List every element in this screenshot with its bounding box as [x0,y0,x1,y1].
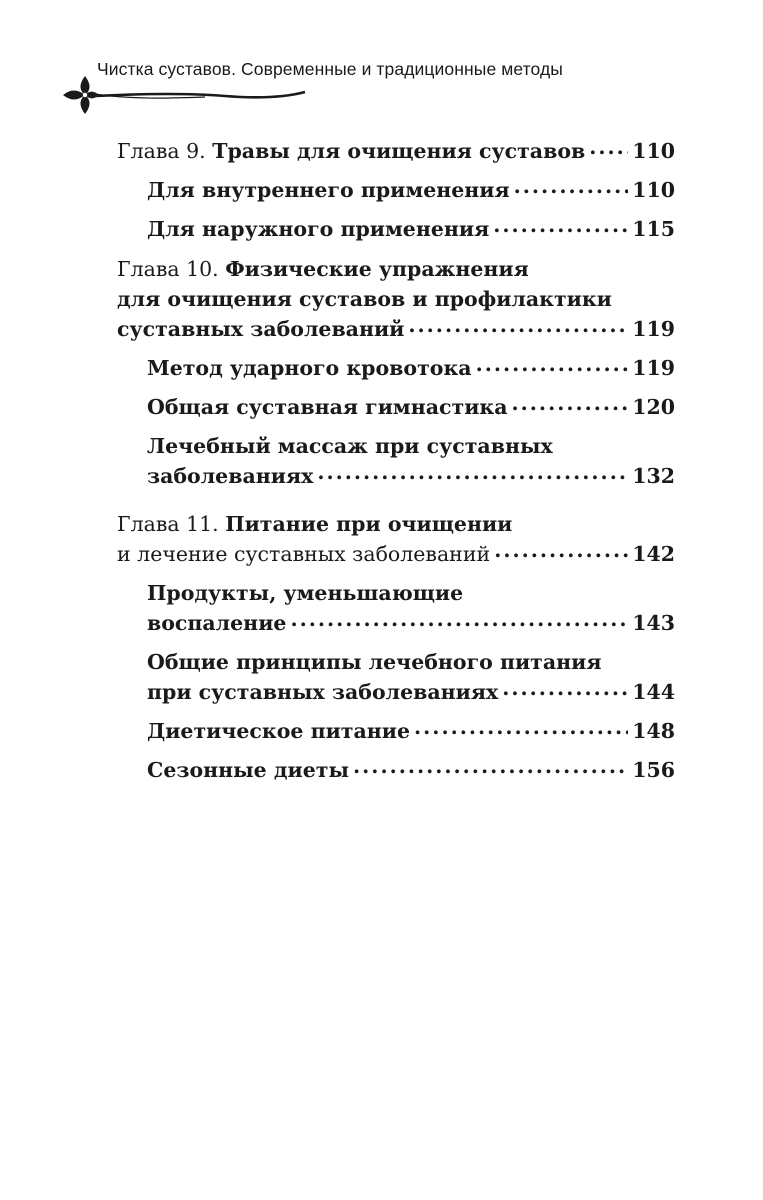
toc-subentry[interactable] [117,578,675,638]
page-number: 132 [632,464,675,488]
subentry-title: Сезонные диеты [147,758,350,782]
toc-chapter-heading[interactable] [117,509,675,569]
chapter-title-line: Физические упражнения [225,257,529,281]
subentry-title-line: воспаление [147,611,287,635]
subentry-title-line: при суставных заболеваниях [147,680,499,704]
page-number: 119 [632,356,675,380]
dot-leader [317,463,628,484]
chapter-label: Глава 10. [117,257,219,281]
page-number: 120 [632,395,675,419]
dot-leader [494,541,628,562]
dot-leader [493,216,628,237]
page-number: 143 [632,611,675,635]
running-head [55,50,615,120]
toc-chapter-11 [117,509,675,785]
dot-leader [290,610,628,631]
toc-subentry[interactable] [117,392,675,422]
subentry-title-line: Общие принципы лечебного питания [147,650,602,674]
page-number: 110 [632,139,675,163]
dot-leader [408,316,628,337]
toc-chapter-10 [117,254,675,491]
chapter-label: Глава 9. [117,139,206,163]
table-of-contents [117,136,675,795]
toc-chapter-9 [117,136,675,244]
chapter-title-text: Травы для очищения суставов [212,139,586,163]
subentry-title-line: заболеваниях [147,464,314,488]
subentry-title: Метод ударного кровотока [147,356,472,380]
dot-leader [514,177,629,198]
chapter-title-line: Питание при очищении [225,512,513,536]
toc-subentry[interactable] [117,716,675,746]
dot-leader [512,394,629,415]
subentry-title: Диетическое питание [147,719,411,743]
toc-subentry[interactable] [117,353,675,383]
page-number: 110 [632,178,675,202]
chapter-title-line: для очищения суставов и профилактики [117,287,612,311]
running-head-title: Чистка суставов. Современные и традиционные методы [97,59,563,79]
subentry-title: Для внутреннего применения [147,178,510,202]
toc-subentry[interactable] [117,175,675,205]
toc-subentry[interactable] [117,431,675,491]
subentry-title-line: Лечебный массаж при суставных [147,434,553,458]
page-number: 119 [632,317,675,341]
toc-subentry[interactable] [117,755,675,785]
page-number: 115 [632,217,675,241]
dot-leader [414,718,628,739]
toc-subentry[interactable] [117,647,675,707]
chapter-label: Глава 11. [117,512,219,536]
chapter-title-line: и лечение суставных заболеваний [117,542,491,566]
page-number: 148 [632,719,675,743]
page-number: 156 [632,758,675,782]
toc-chapter-heading[interactable] [117,254,675,344]
page-number: 144 [632,680,675,704]
page-number: 142 [632,542,675,566]
dot-leader [589,138,628,159]
chapter-title-line: суставных заболеваний [117,317,405,341]
toc-subentry[interactable] [117,214,675,244]
chapter-title [117,136,585,166]
subentry-title: Для наружного применения [147,217,490,241]
subentry-title-line: Продукты, уменьшающие [147,581,464,605]
toc-chapter-heading[interactable] [117,136,675,166]
dot-leader [353,757,628,778]
dot-leader [502,679,628,700]
dot-leader [476,355,629,376]
subentry-title: Общая суставная гимнастика [147,395,508,419]
